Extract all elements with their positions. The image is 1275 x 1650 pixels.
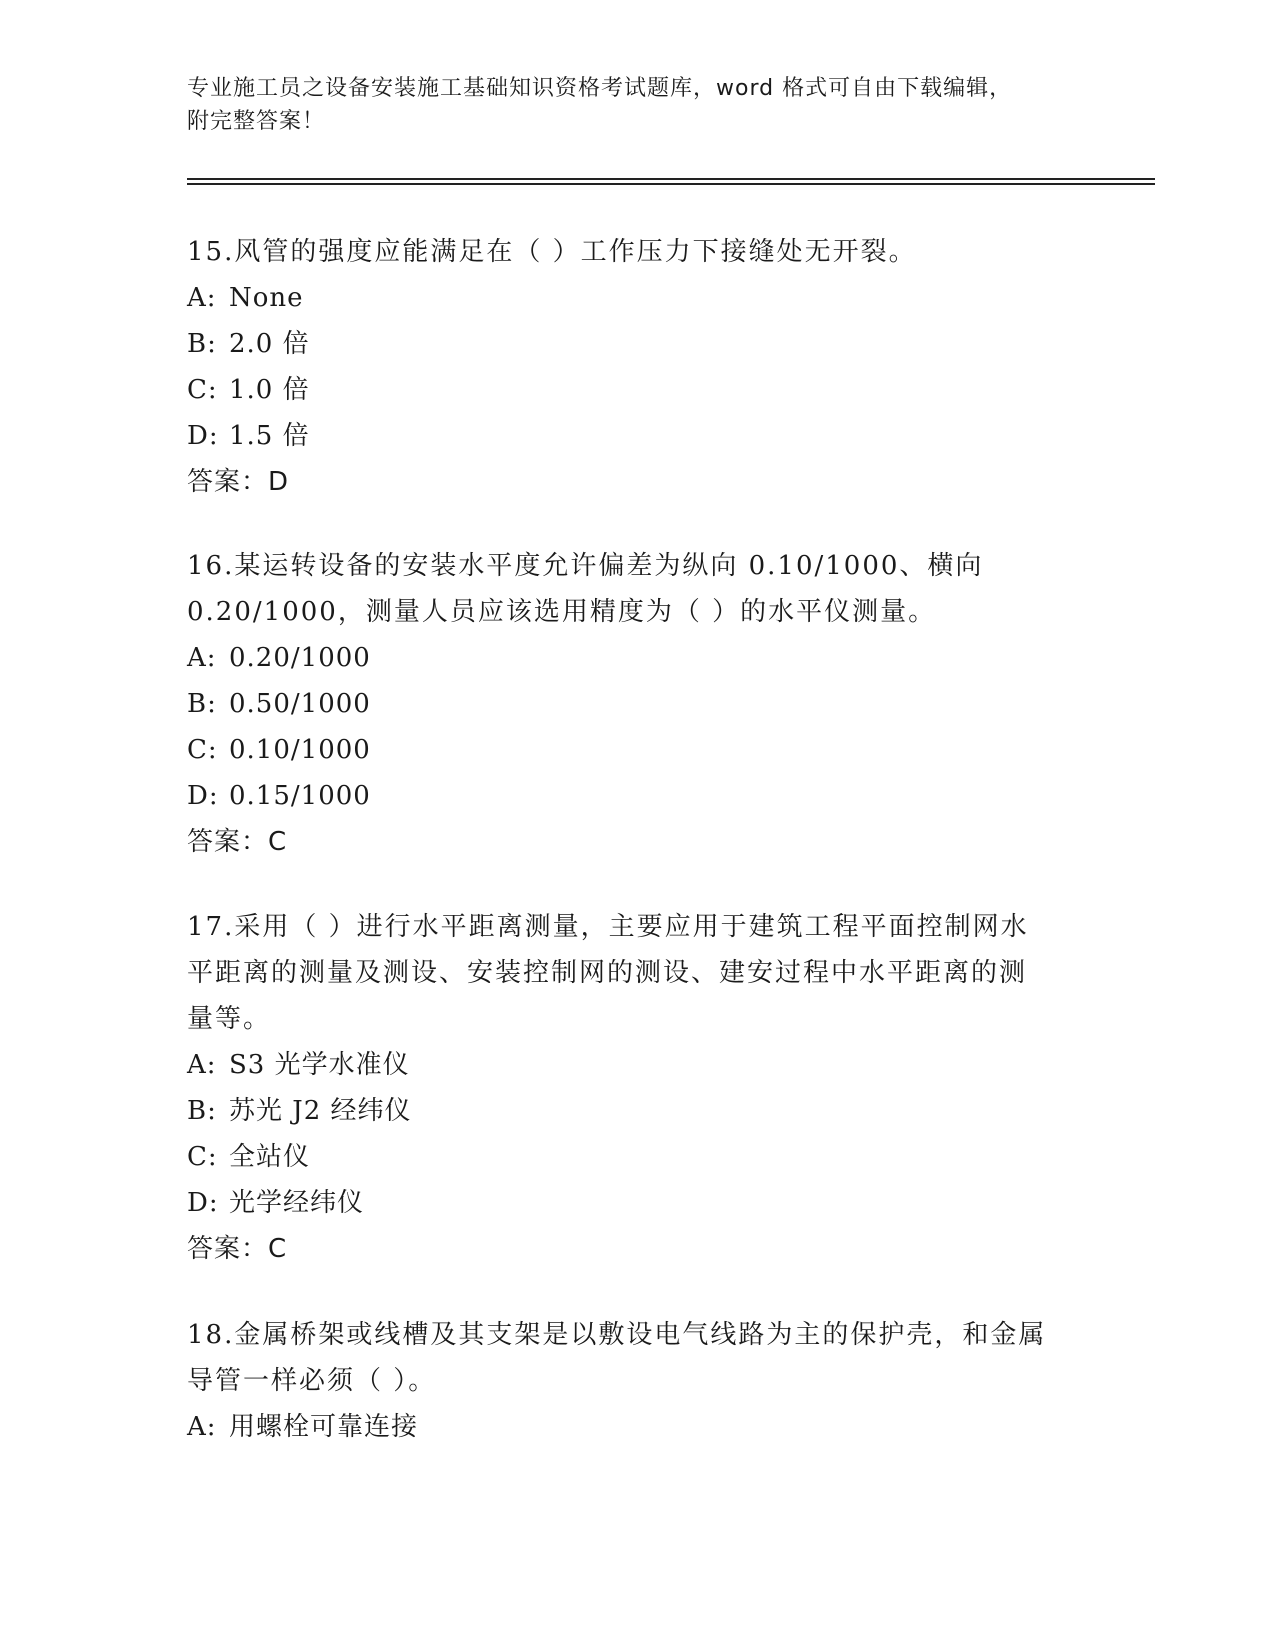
option-text: S3 光学水准仪 xyxy=(229,1050,410,1080)
question-stem xyxy=(187,1312,1067,1404)
option-a xyxy=(187,1042,1067,1088)
question-16 xyxy=(187,543,1067,865)
option-b xyxy=(187,1088,1067,1134)
option-d xyxy=(187,413,1067,459)
option-text: 0.20/1000 xyxy=(229,643,371,673)
option-label: D: xyxy=(187,781,219,811)
option-text: 全站仪 xyxy=(229,1142,311,1172)
stem-line: 17.采用（ ）进行水平距离测量，主要应用于建筑工程平面控制网水 xyxy=(187,912,1029,942)
option-label: C: xyxy=(187,1142,218,1172)
question-15 xyxy=(187,229,1067,505)
option-b xyxy=(187,321,1067,367)
answer: 答案：C xyxy=(187,827,288,857)
option-text: None xyxy=(229,283,304,313)
option-text: 0.15/1000 xyxy=(229,781,371,811)
option-a xyxy=(187,635,1067,681)
option-text: 0.50/1000 xyxy=(229,689,371,719)
answer: 答案：D xyxy=(187,467,290,497)
header-divider-top xyxy=(187,178,1155,180)
question-stem xyxy=(187,229,1067,275)
option-c xyxy=(187,1134,1067,1180)
option-label: A: xyxy=(187,1050,217,1080)
option-label: B: xyxy=(187,1096,217,1126)
option-text: 2.0 倍 xyxy=(229,329,310,359)
document-header xyxy=(187,72,1087,138)
stem-line: 平距离的测量及测设、安装控制网的测设、建安过程中水平距离的测 xyxy=(187,958,1028,988)
option-label: C: xyxy=(187,375,218,405)
option-b xyxy=(187,681,1067,727)
stem-line: 18.金属桥架或线槽及其支架是以敷设电气线路为主的保护壳，和金属 xyxy=(187,1320,1047,1350)
option-text: 1.5 倍 xyxy=(229,421,310,451)
option-a xyxy=(187,1404,1067,1450)
stem-line: 量等。 xyxy=(187,1004,272,1034)
option-c xyxy=(187,367,1067,413)
header-divider-bottom xyxy=(187,183,1155,185)
stem-line: 0.20/1000，测量人员应该选用精度为（ ）的水平仪测量。 xyxy=(187,597,937,627)
question-stem xyxy=(187,543,1067,635)
option-text: 0.10/1000 xyxy=(229,735,371,765)
option-label: A: xyxy=(187,643,217,673)
option-label: C: xyxy=(187,735,218,765)
option-label: D: xyxy=(187,421,219,451)
header-line-2: 附完整答案！ xyxy=(187,109,326,134)
header-line-1: 专业施工员之设备安装施工基础知识资格考试题库，word 格式可自由下载编辑， xyxy=(187,76,1013,101)
option-d xyxy=(187,773,1067,819)
option-label: B: xyxy=(187,689,217,719)
answer: 答案：C xyxy=(187,1234,288,1264)
stem-line: 导管一样必须（ ）。 xyxy=(187,1366,437,1396)
option-text: 1.0 倍 xyxy=(229,375,310,405)
option-c xyxy=(187,727,1067,773)
option-label: B: xyxy=(187,329,217,359)
option-label: A: xyxy=(187,1412,217,1442)
question-stem xyxy=(187,904,1067,1042)
option-label: A: xyxy=(187,283,217,313)
option-text: 苏光 J2 经纬仪 xyxy=(229,1096,412,1126)
stem-line: 15.风管的强度应能满足在（ ）工作压力下接缝处无开裂。 xyxy=(187,237,917,267)
option-text: 用螺栓可靠连接 xyxy=(229,1412,419,1442)
option-d xyxy=(187,1180,1067,1226)
option-label: D: xyxy=(187,1188,219,1218)
question-17 xyxy=(187,904,1067,1272)
option-a xyxy=(187,275,1067,321)
option-text: 光学经纬仪 xyxy=(229,1188,365,1218)
question-18 xyxy=(187,1312,1067,1450)
stem-line: 16.某运转设备的安装水平度允许偏差为纵向 0.10/1000、横向 xyxy=(187,551,984,581)
